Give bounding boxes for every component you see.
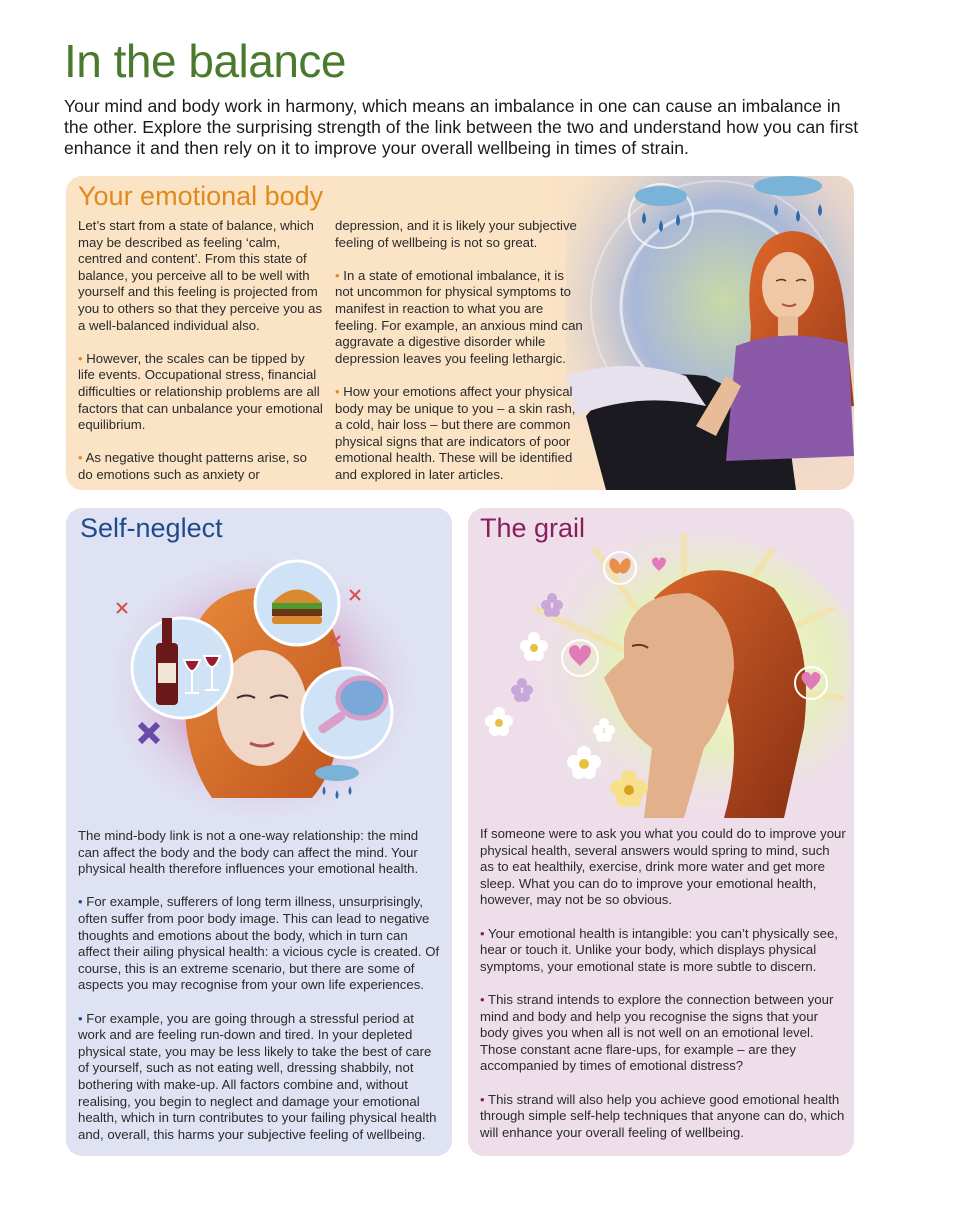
bullet-paragraph: • Your emotional health is intangible: you can’t physically see, hear or touch it. Unlike your body, which displays physical symptoms, your emotional state is more subtle to discern. xyxy=(480,926,846,976)
grail-panel xyxy=(468,508,854,1156)
intro-paragraph: Your mind and body work in harmony, which means an imbalance in one can cause an imbalance in the other. Explore the surprising strength of the link between the two and understand how you can first enhance it and then rely on it to improve your overall wellbeing in times of strain. xyxy=(64,96,859,158)
emotional-body-heading: Your emotional body xyxy=(78,181,324,211)
bullet-paragraph: • This strand intends to explore the connection between your mind and body and help you recognise the signs that your body gives you when all is not well on an emotional level. Those constant acne flare-ups, for example – are they accompanied by times of emotional distress? xyxy=(480,992,846,1075)
paragraph: Let’s start from a state of balance, which may be described as feeling ‘calm, centred and content’. From this state of balance, you perceive all to be well with yourself and this feeling is projected from you to others so that they perceive you as a well-balanced individual also. xyxy=(78,218,323,333)
bullet-paragraph: • How your emotions affect your physical body may be unique to you – a skin rash, a cold, hair loss – but there are common physical signs that are indicators of poor emotional health. These will be identified and explored in later articles. xyxy=(335,384,585,484)
bullet-paragraph: • However, the scales can be tipped by life events. Occupational stress, financial difficulties or relationship problems are all factors that can unbalance your emotional equilibrium. xyxy=(78,351,324,434)
bullet-paragraph: • This strand will also help you achieve good emotional health through simple self-help techniques that anyone can do, which will enhance your overall feeling of wellbeing. xyxy=(480,1092,846,1142)
paragraph: depression, and it is likely your subjective feeling of wellbeing is not so great. xyxy=(335,218,577,250)
grail-text xyxy=(480,826,846,1156)
bullet-paragraph: • For example, sufferers of long term illness, unsurprisingly, often suffer from poor body image. This can lead to negative thoughts and emotions about the body, which in turn can affect their ailing physical health: a vicious cycle is created. Of course, this is an extreme scenario, but there are some of aspects you may recognise from your own life experiences. xyxy=(78,894,440,994)
wine-bubble xyxy=(132,618,232,718)
self-neglect-panel xyxy=(66,508,452,1156)
grail-illustration xyxy=(474,528,850,818)
bullet-paragraph: • As negative thought patterns arise, so do emotions such as anxiety or xyxy=(78,450,324,483)
self-neglect-illustration xyxy=(112,548,412,818)
emotional-body-column-2 xyxy=(335,218,585,490)
emotional-body-column-1 xyxy=(78,218,324,490)
paragraph: If someone were to ask you what you could do to improve your physical health, several answers would spring to mind, such as to eat healthily, exercise, drink more water and get more sleep. What you can do to improve your emotional health, however, may not be so obvious. xyxy=(480,826,846,908)
page-title: In the balance xyxy=(64,35,347,87)
grail-heading: The grail xyxy=(480,513,586,543)
bullet-paragraph: • For example, you are going through a stressful period at work and are feeling run-down and tired. In your depleted physical state, you may be less likely to take the best of care of yourself, such as not eating well, dressing shabbily, not bothering with make-up. All factors combine and, without realising, you begin to neglect and damage your emotional health, which in turn contributes to your failing physical health and, overall, this harms your subjective feeling of wellbeing. xyxy=(78,1011,440,1144)
self-neglect-text xyxy=(78,828,440,1156)
bullet-paragraph: • In a state of emotional imbalance, it is not uncommon for physical symptoms to manifest in reaction to what you are feeling. For example, an anxious mind can aggravate a digestive disorder while depression leaves you feeling lethargic. xyxy=(335,268,585,368)
self-neglect-heading: Self-neglect xyxy=(80,513,223,543)
woman-rain-illustration xyxy=(566,176,854,490)
emotional-body-panel xyxy=(66,176,854,490)
paragraph: The mind-body link is not a one-way relationship: the mind can affect the body and the body can affect the mind. Your physical health therefore influences your emotional health. xyxy=(78,828,419,877)
